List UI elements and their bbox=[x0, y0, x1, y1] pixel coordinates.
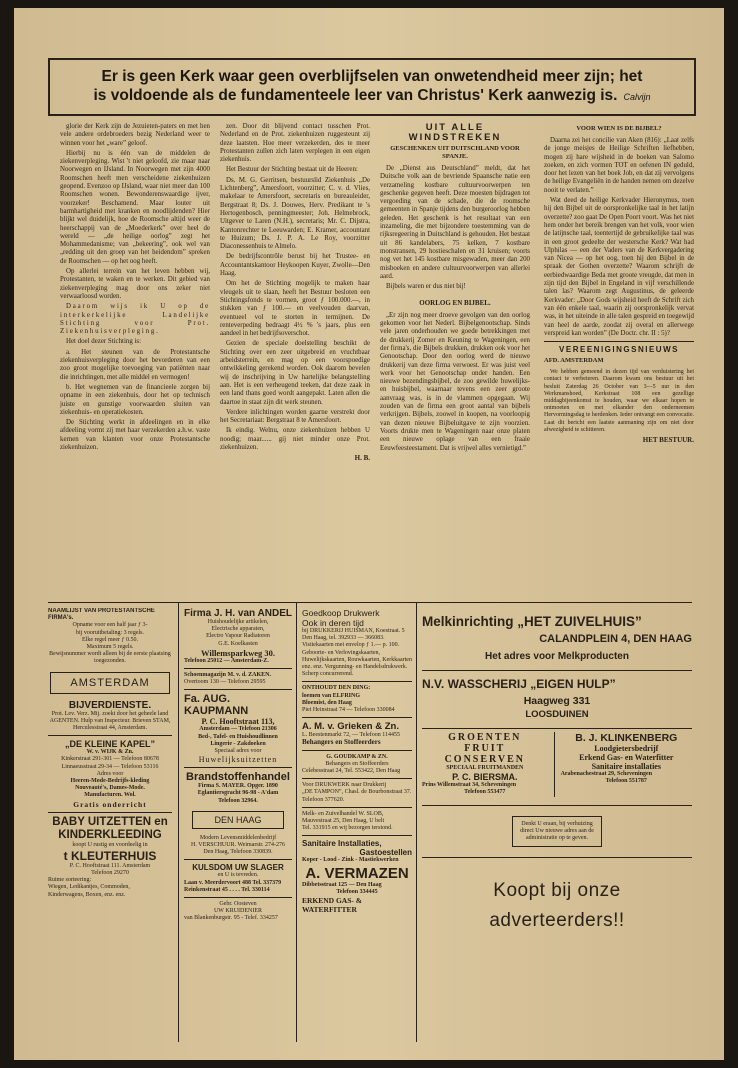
ad-column-2 bbox=[184, 608, 292, 1038]
divider bbox=[178, 602, 179, 1042]
ad-line: Loodgietersbedrijf bbox=[594, 744, 659, 753]
col4-signature: HET BESTUUR. bbox=[642, 435, 694, 444]
ad-title: CONSERVEN bbox=[444, 754, 525, 765]
ad-line: Linnaeusstraat 29-34 — Telefoon 53116 bbox=[61, 763, 159, 770]
ad-line: Telefoon 551787 bbox=[605, 778, 647, 785]
ad-line: bij vooruitbetaling: 3 regels. bbox=[76, 629, 144, 636]
ad-line: Reinkenstraat 45 . . . . Tel. 330114 bbox=[184, 886, 270, 893]
ad-line: Mauvestraat 25, Den Haag, U belt bbox=[302, 818, 385, 825]
col2-signature: H. B. bbox=[354, 454, 370, 463]
ad-line: Telefoon 334445 bbox=[336, 888, 378, 895]
col2-paragraph: Het Bestuur der Stichting bestaat uit de Heeren: bbox=[226, 166, 358, 174]
ad-line: Gratis onderricht bbox=[73, 799, 147, 809]
ad-line: P. C. BIERSMA. bbox=[452, 772, 518, 783]
ad-title: Goedkoop Drukwerk bbox=[302, 608, 380, 618]
ad-title: Fa. AUG. KAUPMANN bbox=[184, 693, 249, 718]
ad-line: Piet Heinstraat 74 — Telefoon 330084 bbox=[302, 707, 395, 714]
ad-title: BIJVERDIENSTE. bbox=[68, 699, 152, 711]
ad-title: KINDERKLEEDING bbox=[58, 828, 162, 841]
ad-line: Bewijsnummer wordt alleen bij de eerste plaatsing toegezonden. bbox=[49, 651, 171, 665]
ad-line: Laan v. Meerdervoort 488 Tel. 337379 bbox=[184, 879, 282, 886]
ad-line: G. GOUDKAMP & ZN. bbox=[326, 753, 388, 760]
col1-paragraph: De Stichting werkt in afdeelingen en in elke afdeeling vormt zij met haar verzekerden a.h.w. vaste kernen van klanten voor onze Protestantsche ziekenhuizen. bbox=[60, 419, 210, 451]
col1-paragraph: Daarom wijs ik U op de interkerkelijke Landelijke Stichting voor Prot. Ziekenhuisverpleging. bbox=[60, 303, 210, 336]
ad-line: Koper - Lood - Zink - Mastiekwerken bbox=[302, 857, 399, 864]
ad-line: CALANDPLEIN 4, DEN HAAG bbox=[539, 633, 692, 645]
ad-row bbox=[422, 732, 692, 797]
ad-line: Heeren-Mode-Bedrijfs-kleding bbox=[70, 778, 150, 785]
ad-line: Electrische apparaten, bbox=[211, 626, 265, 633]
ad-line: Dibbetsstraat 125 — Den Haag bbox=[302, 881, 382, 888]
col2-paragraph: Gezien de speciale doelstelling beschikt de Stichting over een zeer uitgebreid en vruchtbaar arbeidsterrein, en mag op een voorspoedige ontwikkeling gerekend worden. Ook daarom bevelen wij de inschrijving in Uw hartelijke belangstelling aan. Het is een verheugend teeken, dat deze zaak in een land thans goed wordt aangepakt. Laten allen die daartoe in staat zijn dit werk steunen. bbox=[220, 340, 370, 406]
ad-line: Speciaal adres voor bbox=[214, 748, 262, 755]
ad-title: KULSDOM UW SLAGER bbox=[192, 863, 284, 873]
divider bbox=[184, 859, 292, 860]
col4-paragraph: Daarna zei het concilie van Aken (816): „Laat zelfs de jonge meisjes de Heilige Schriften liefhebben, mogen zij hare wijsheid in de boeken van Salomo zoeken, en zich vormen TOT en oefenen IN geduld, door het lezen van het boek Job, en dat zij vervolgens de heilige Evangeliën in de handen nemen om dezelve nooit te verlaten.” bbox=[544, 137, 694, 194]
ad-line: Telefoon 553477 bbox=[464, 789, 506, 796]
ad-title: A. VERMAZEN bbox=[305, 864, 409, 882]
article-column-1 bbox=[60, 123, 210, 593]
col1-paragraph: Op allerlei terrein van het leven hebben wij, Protestanten, te waken en te werken. Dit gebied van ziekenverpleging mag door ons zeker niet verwaarloosd worden. bbox=[60, 268, 210, 300]
ad-title: t KLEUTERHUIS bbox=[63, 848, 157, 863]
ad-line: loemen van ELFRING bbox=[302, 692, 361, 699]
ad-column-1 bbox=[48, 608, 172, 1038]
col1-paragraph: Hierbij nu is één van de middelen de ziekenverpleging. Wist 't niet geloofd, zie maar naar Noorwegen en IJsland. In Noorwegen met zijn 4000 Roomschen heeft men verscheidene ziekenhuizen geopend. Evenzoo op IJsland, waar niet meer dan 100 Roomschen wonen. Bewonderenswaardige ijver, voorzeker! Beschamend. Maar louter uit barmhartigheid met kranken en noodlijdenden? Hier blijkt wel duidelijk, hoe de Roomsche altijd weer de heerschappij van de „Moederkerk” over heel de wereld — „de heilige oorlog” zegt het Mohammedanisme; van „bekeering”, ook wel van „redding uit den groep van het heidendom” spreken de Roomschen — op het oog heeft. bbox=[60, 149, 210, 265]
ad-line: Wiegen, Ledikantjes, Commoden, bbox=[48, 884, 130, 891]
col1-paragraph: glorie der Kerk zijn de Jezuieten-paters en met hen vele andere ordebroeders bezig Nederland weer te winnen voor het „ware” geloof. bbox=[60, 123, 210, 147]
ad-line: „DE TAMPON”, Chasl. de Bourbonstraat 37. Telefoon 377620. bbox=[302, 789, 412, 803]
divider bbox=[302, 778, 412, 779]
article-column-4 bbox=[544, 123, 694, 593]
ad-line: Gebr. Oosteven bbox=[219, 901, 257, 908]
divider bbox=[302, 835, 412, 836]
ad-line: Elke regel meer ƒ 0.50. bbox=[82, 636, 138, 643]
ad-line: Eglantiersgracht 96-98 - A'dam bbox=[197, 790, 279, 797]
ad-line: Adres voor bbox=[96, 770, 124, 777]
ad-column-4 bbox=[422, 608, 692, 1038]
ad-line: Telefoon 29270 bbox=[91, 870, 129, 877]
col1-paragraph: b. Het wegnemen van de financieele zorgen bij opname in een ziekenhuis, door het op technisch juiste en gunstige voorwaarden sluiten van ziekenhuis- en operatiekosten. bbox=[60, 383, 210, 416]
divider bbox=[184, 689, 292, 690]
ad-line: Celebesstraat 24, Tel. 553422, Den Haag bbox=[302, 768, 401, 775]
ad-title: Sanitaire Installaties, bbox=[302, 839, 382, 849]
ad-line: Opname voor een half jaar ƒ 3- bbox=[72, 622, 148, 629]
col1-paragraph: a. Het steunen van de Protestantsche ziekenhuisverpleging door het bevorderen van een zoo groot mogelijke toevoeging van patiënten naar die inrichtingen, met alle middel en vermogen! bbox=[60, 348, 210, 381]
ad-line: Maximum 5 regels. bbox=[86, 644, 134, 651]
col3-paragraph: De „Dienst aus Deutschland” meldt, dat het Duitsche volk aan de bevriende Spaansche natie een verzameling kostbare cultuurvoorwerpen ten geschenke gegeven heeft. Deze moesten bijdragen tot vergoeding van de schade, die de roomsche gemeenten in Spanje tijdens den burgeroorlog hebben geleden. Het geschenk is het resultaat van een inzameling, die met bijzondere toestemming van de rijksregeering in Duitschland is gehouden. Het bestaat uit 86 kandelabers, 75 kelken, 7 kostbare monstransen, 29 hostieschalen en 31 kruisen; voorts nog vet het 145 kostbare misgewaden, meer dan 200 misboeken en andere cultuurvoorwerpen van allerlei aard. bbox=[380, 165, 530, 280]
ad-title: A. M. v. Grieken & Zn. bbox=[302, 721, 399, 733]
divider bbox=[544, 341, 694, 342]
col3-paragraph: Bijbels waren er dus niet bij! bbox=[386, 283, 466, 291]
divider bbox=[48, 812, 172, 813]
ad-title: Gastoestellen bbox=[359, 848, 412, 858]
ad-line: L. Beestenmarkt 72, — Telefoon 114455 bbox=[302, 732, 401, 739]
divider bbox=[48, 735, 172, 736]
ad-line: Bloemist, den Haag bbox=[302, 699, 352, 706]
ad-title: Brandstoffenhandel bbox=[186, 771, 290, 784]
divider bbox=[296, 602, 297, 1042]
ad-title: Ook in deren tijd bbox=[302, 618, 364, 628]
ad-line: van Blankenburgstr. 95 - Telef. 334257 bbox=[184, 915, 278, 922]
ad-text: bij DRUKKERIJ HUISMAN, Koestraat. 5 Den Haag, tel. 392933 — 366083. Visitekaarten met envelop ƒ 1.— p. 100. Geboorte- en Verlovingskaarten, Huwelijkskaarten, Rouwkaarten, Kerkkaarten enz. enz. Vergunning- en Handelsdrukwerk. Scherp concurrerend. bbox=[302, 628, 412, 678]
col4-paragraph: Wat deed de heilige Kerkvader Hieronymus, toen hij den Bijbel uit de oorspronkelijke taal in het latijn overzette? zoo gaat De Open Poort voort. Was het niet hem onder het bereik brengen van het volk, voor wien de latijnsche taal, toentertijd de gebruikelijke taal was in een groot gedeelte der westersche Kerk? Wat had Ulphilas — een der Vaders van de Kerkvergadering van Nicea — op het oog, toen hij den Bijbel in de spraak der Gothen overzette? Waarom schrijft de eerbiedwaardige Beda met groote vreugde, dat men in zijn tijd den Bijbel in Engeland in vijf verschillende talen las? Waarom zegt Augustinus, de geleerde Kerkvader: „Door Gods wijsheid heeft de Schrift zich van één enkele taal, waarin zij oorspronkelijk vervat was, in het uiteinde in alle talen gespreid en toegewijd van heel de aarde, zoodat zij overal en allerwege verspreid kan worden” (De Doctr. chr. II : 5)? bbox=[544, 197, 694, 337]
headline-banner bbox=[48, 58, 696, 116]
ad-line: H. VERSCHUUR. Weimarstr. 274-276 bbox=[191, 842, 285, 849]
ad-line: ONTHOUDT DEN DING: bbox=[302, 685, 371, 692]
ad-line: Voor DRUKWERK naar Drukkerij bbox=[302, 782, 387, 789]
ad-line: en U is tevreden. bbox=[217, 872, 259, 879]
banner-line-1: Er is geen Kerk waar geen overblijfselen van onwetendheid meer zijn; het bbox=[101, 68, 643, 85]
ad-line: Firma S. MAYER. Opger. 1890 bbox=[198, 783, 278, 790]
ad-line: SPECIAAL FRUITMANDEN bbox=[446, 765, 524, 771]
ad-title: B. J. KLINKENBERG bbox=[575, 732, 678, 744]
ad-line: Tel. 331915 en wij bezorgen terstond. bbox=[302, 825, 393, 832]
divider bbox=[422, 857, 692, 858]
ad-line: Den Haag, Telefoon 330839. bbox=[203, 849, 273, 856]
ad-line: P. C. Hooftstraat 111. Amsterdam bbox=[69, 862, 151, 869]
ad-line: Modern Levensmiddelenbedrijf bbox=[199, 834, 277, 841]
col1-paragraph: Het doel dezer Stichting is: bbox=[66, 338, 142, 346]
newspaper-page bbox=[14, 8, 724, 1060]
ad-line: Telefoon 25012 — Amsterdam-Z. bbox=[184, 657, 269, 664]
article-heading: VOOR WIEN IS DE BIJBEL? bbox=[576, 125, 662, 132]
ad-text: Prot. Lev. Verz. Mij. zoekt door het geheele land AGENTEN. Hulp van Inspecteur. Brieven STAM, Herculesstraat 44, Amsterdam. bbox=[49, 710, 171, 732]
ad-title: Melkinrichting „HET ZUIVELHUIS” bbox=[422, 614, 642, 629]
section-header-amsterdam: AMSTERDAM bbox=[50, 672, 170, 694]
ad-line: ERKEND GAS- & WATERFITTER bbox=[302, 896, 363, 915]
section-title-line-2: WINDSTREKEN bbox=[408, 132, 502, 143]
ad-line: Arabenachestraat 29, Scheveningen bbox=[560, 771, 653, 777]
article-column-3 bbox=[380, 123, 530, 593]
article-heading: GESCHENKEN UIT DUITSCHLAND VOOR SPANJE. bbox=[390, 145, 520, 160]
ad-line: Lingerie - Zakdoeken bbox=[210, 740, 266, 747]
ad-line: Schoenmagazijn M. v. d. ZAKEN. bbox=[184, 672, 272, 679]
article-column-2 bbox=[220, 123, 370, 593]
ad-line: Overtoom 130 — Telefoon 29595 bbox=[184, 679, 266, 686]
col2-paragraph: Ik eindig. Welnu, onze ziekenhuizen hebben U noodig; maar...... gij niet minder onze Prot. ziekenhuizen. bbox=[220, 427, 370, 451]
slogan-line-1: Koopt bij onze bbox=[493, 880, 621, 902]
ad-line: Haagweg 331 bbox=[523, 695, 591, 707]
divider bbox=[302, 681, 412, 682]
banner-line-2-wrap bbox=[94, 86, 651, 107]
ad-line: koopt U rustig en voordeelig in bbox=[72, 841, 148, 848]
divider bbox=[422, 805, 692, 806]
ad-line: G.E. Koelkasten bbox=[218, 640, 258, 647]
ad-title: N.V. WASSCHERIJ „EIGEN HULP” bbox=[422, 677, 616, 691]
col2-paragraph: Om het de Stichting mogelijk te maken haar vleugels uit te slaan, heeft het Bestuur besloten een Stichtingsfonds te vormen, groot ƒ 100.000.—, in stukken van ƒ 100.— en veelvouden daarvan, eventueel vol te storten in termijnen. De renteverpeding bedraagt 4½ % 's jaars, plus een aandeel in het bedrijfsoverschot. bbox=[220, 280, 370, 338]
ad-title: Firma J. H. van ANDEL bbox=[184, 608, 292, 619]
slogan-line-2: adverteerders!! bbox=[489, 910, 625, 932]
ad-line: Amsterdam — Telefoon 21306 bbox=[199, 726, 277, 733]
col2-paragraph: Ds. M. G. Gerritsen, bestuurslid Ziekenhuis „De Lichtenberg”, Amersfoort, voorzitter; C. v. d. Vlies, makelaar te Amersfoort, secretaris en bureauleider, Bergstraat 8; Ds. J. Douwes, Herv. Predikant te 's Hertogenbosch, penningmeester; Joh. Helmebrock, Uitgever te Laren (N.H.), secretaris; Mr. C. Dijstra, Kantonrechter te Leeuwarden; E. Kramer, accountant te Huizum; Ds. J. P. A. Le Roy, voorzitter Diaconessenhuis te Almelo. bbox=[220, 176, 370, 251]
divider bbox=[422, 670, 692, 671]
divider bbox=[302, 807, 412, 808]
col2-paragraph: De bedrijfscontrôle berust bij het Trustee- en Accountantskantoor Heykoopen Kuyer, Zwolle—Den Haag. bbox=[220, 253, 370, 278]
ad-line: Het adres voor Melkproducten bbox=[485, 651, 629, 662]
section-header-den-haag: DEN HAAG bbox=[192, 811, 284, 829]
ad-line: UW KRUIDENIER bbox=[213, 908, 263, 915]
divider bbox=[422, 728, 692, 729]
ad-title: BABY UITZETTEN en bbox=[52, 815, 168, 828]
divider bbox=[302, 750, 412, 751]
divider bbox=[416, 602, 417, 1042]
divider bbox=[184, 668, 292, 669]
ad-line: Nouveauté's, Dames-Mode. bbox=[75, 785, 145, 792]
ad-title: NAAMLIJST VAN PROTESTANTSCHE FIRMA's. bbox=[48, 608, 155, 622]
ad-line: Kinkerstraat 291-301 — Telefoon 80678 bbox=[61, 756, 159, 763]
article-heading: OORLOG EN BIJBEL. bbox=[419, 299, 491, 308]
ad-line: Melk- en Zuivelhandel W. SLOB, bbox=[302, 810, 384, 817]
ad-line: Behangers en Stoffeerders bbox=[302, 738, 381, 747]
ad-line: Ruime sorteering: bbox=[48, 877, 92, 884]
ad-line: Manufacturen. Wol. bbox=[84, 792, 136, 799]
divider bbox=[184, 897, 292, 898]
ad-line: P. C. Hooftstraat 113, bbox=[201, 717, 275, 727]
ad-line: Erkend Gas- en Waterfitter bbox=[579, 753, 674, 762]
klinkenberg-ad bbox=[554, 732, 692, 797]
divider bbox=[302, 717, 412, 718]
ad-line: Willemsparkweg 30. bbox=[201, 647, 275, 658]
ad-line: LOOSDUINEN bbox=[525, 709, 589, 720]
ad-line: Huishoudelijke artikelen, bbox=[207, 619, 269, 625]
divider bbox=[184, 767, 292, 768]
section-title-line-1: UIT ALLE bbox=[425, 123, 485, 133]
banner-line-2: is voldoende als de fundamenteele leer van Christus' Kerk aanwezig is. bbox=[93, 87, 618, 104]
ad-line: Bed-, Tafel- en Huishoudlinnen bbox=[198, 733, 278, 740]
ad-line: W. v. WIJK & Zn. bbox=[86, 749, 134, 756]
notice-box: Denkt U eraan, bij verhuizing direct Uw nieuwe adres aan de administratie op te geven. bbox=[512, 816, 602, 848]
section-title: VEREENIGINGSNIEUWS bbox=[559, 345, 679, 355]
banner-signature: Calvijn bbox=[623, 92, 651, 102]
col4-paragraph: We hebben gemeend in dezen tijd van verduistering het contact te verbeteren. Daarom kwam ons bestuur uit het besluit Zaterdag 26 October van 3—5 uur in den Werkmanshoed, Kerkstraat 108 een gezellige middagbijeenkomst te houden, waar we elkaar hopen te ontmoeten en met elkander den onderneemen Hervormingsdag te herdenken. Ieder ontvangt een convocatie. Laat dit bericht een laatste aanmaning zijn om niet door afwezigheid te schitteren. bbox=[544, 369, 694, 433]
ad-title: „DE KLEINE KAPEL” bbox=[64, 739, 155, 750]
article-heading: AFD. AMSTERDAM bbox=[544, 357, 604, 365]
ad-line: Sanitaire installaties bbox=[591, 762, 661, 771]
ad-line: Huwelijksuitzetten bbox=[198, 755, 278, 765]
ad-title: FRUIT bbox=[464, 743, 506, 754]
groenten-ad bbox=[422, 732, 548, 797]
col2-paragraph: Verdere inlichtingen worden gaarne verstrekt door het Secretariaat: Bergstraat 8 te Amersfoort. bbox=[220, 408, 370, 425]
col2-paragraph: zen. Door dit blijvend contact tusschen Prot. Nederland en de Prot. ziekenhuizen ruggesteunt zij deze laatsten. Hoe meer verzekerden, des te meer Protestanten zullen zich laten verplegen in een eigen ziekenhuis. bbox=[220, 123, 370, 164]
ad-line: Behangers en Stoffeerders bbox=[325, 760, 389, 767]
divider bbox=[48, 602, 692, 603]
col3-paragraph: „Er zijn nog meer droeve gevolgen van den oorlog gekomen voor het Nederl. Bijbelgenootschap. Sinds vele jaren onderhouden we goede betrekkingen met de drukkerij Zomer en Keuning te Wageningen, een der firma's, die Bijbels drukken, drukken ook voor het Genootschap. Door den oorlog werd de nieuwe drukkerij van deze firma verwoest. Er was juist veel werk voor het Genootschap onder handen. Een nieuwe bezendingsbijbel, de zoo gewilde huwelijks- en huisbijbel, waarnaar tevens een zeer groote aanvraag was, is in de vlammen opgegaan. Wij zouden van de firma een groot aantal van bijbels verkrijgen. Bijbels, zoowel in koopen, na voorloopig van dezen nieuwe Bijbeluitgave te zijn voorzien. Voorts drukte men te Wageningen naar onze platen een nieuwe oplage van een fraaie Eeuwfeesteestament. Dat is vrijwel alles vernietigd.” bbox=[380, 311, 530, 452]
ad-line: Electro Vapour Radiatoren bbox=[206, 633, 270, 640]
ad-line: Prins Willemstraat 34, Scheveningen bbox=[422, 782, 517, 789]
ad-title: GROENTEN bbox=[448, 732, 522, 743]
ad-line: Telefoon 32964. bbox=[218, 797, 258, 804]
ad-line: Kinderwagens, Boxen, enz. enz. bbox=[48, 891, 126, 898]
ad-column-3 bbox=[302, 608, 412, 1038]
